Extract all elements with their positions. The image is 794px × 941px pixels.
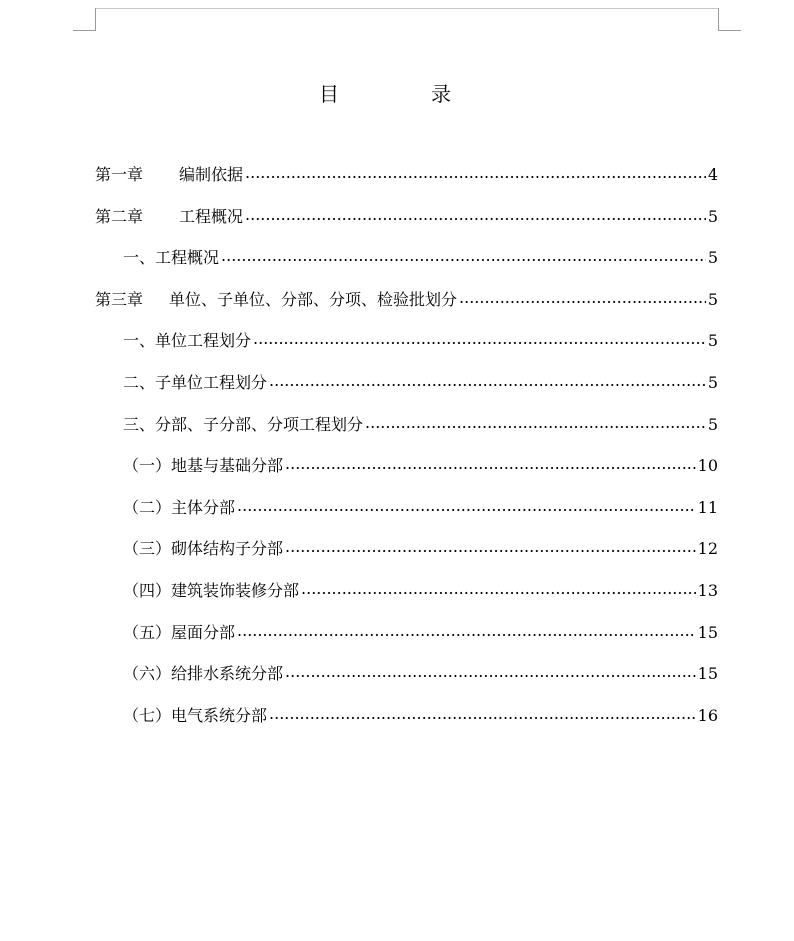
toc-leader-dots: [301, 580, 696, 596]
toc-entry-number: 第三章: [95, 289, 144, 309]
toc-leader-dots: [269, 705, 696, 721]
toc-entry-page: 11: [697, 497, 718, 517]
toc-entry-label: 编制依据: [179, 165, 244, 184]
toc-leader-dots: [269, 372, 706, 388]
toc-leader-dots: [237, 622, 696, 638]
toc-entry-section[interactable]: [95, 245, 718, 287]
toc-entry-subsection[interactable]: [95, 661, 718, 703]
toc-entry-number: 第一章: [95, 165, 144, 184]
toc-leader-dots: [285, 538, 696, 554]
toc-entry-label: （七）电气系统分部: [123, 705, 268, 725]
toc-leader-dots: [459, 289, 706, 305]
toc-leader-dots: [245, 164, 706, 180]
toc-entry-page: 5: [707, 289, 718, 309]
toc-entry-page: 5: [707, 372, 718, 392]
toc-entry-page: 5: [707, 414, 718, 434]
margin-corner-mark-right: [718, 8, 741, 31]
toc-title: 目 录: [319, 82, 487, 106]
toc-entry-page: 5: [707, 206, 718, 226]
toc-entry-section[interactable]: [95, 370, 718, 412]
toc-entry-label: 单位、子单位、分部、分项、检验批划分: [169, 289, 458, 309]
toc-entry-label: （三）砌体结构子分部: [123, 539, 284, 559]
toc-entry-label: 一、单位工程划分: [123, 331, 252, 351]
toc-entry-label: 工程概况: [179, 206, 244, 226]
header-rule: [95, 8, 718, 9]
toc-entry-label: （四）建筑装饰装修分部: [123, 580, 300, 600]
toc-entry-subsection[interactable]: [95, 453, 718, 495]
toc-entry-page: 12: [697, 539, 718, 559]
margin-corner-mark-left: [73, 8, 96, 31]
toc-leader-dots: [285, 455, 696, 471]
toc-entry-label: （二）主体分部: [123, 497, 236, 517]
toc-entry-label: 一、工程概况: [123, 248, 220, 268]
toc-entry-number: 第二章: [95, 206, 144, 226]
toc-entry-section[interactable]: [95, 412, 718, 454]
toc-entry-label: （六）给排水系统分部: [123, 664, 284, 684]
toc-entry-subsection[interactable]: [95, 495, 718, 537]
toc-entry-label: （一）地基与基础分部: [123, 456, 284, 476]
toc-leader-dots: [285, 663, 696, 679]
toc-entry-subsection[interactable]: [95, 620, 718, 662]
toc-entry-page: 16: [697, 705, 718, 725]
toc-entry-subsection[interactable]: [95, 536, 718, 578]
toc-leader-dots: [365, 414, 706, 430]
toc-entry-chapter-1[interactable]: [95, 162, 718, 204]
toc-entry-page: 5: [707, 331, 718, 351]
toc-entry-page: 15: [697, 664, 718, 684]
table-of-contents: [95, 162, 718, 744]
toc-leader-dots: [253, 330, 706, 346]
toc-entry-page: 4: [707, 165, 718, 184]
toc-entry-subsection[interactable]: [95, 578, 718, 620]
toc-leader-dots: [237, 497, 696, 513]
toc-entry-section[interactable]: [95, 328, 718, 370]
toc-entry-subsection[interactable]: [95, 703, 718, 745]
toc-entry-page: 5: [707, 248, 718, 268]
toc-entry-chapter-3[interactable]: [95, 287, 718, 329]
toc-entry-page: 15: [697, 622, 718, 642]
toc-entry-label: 三、分部、子分部、分项工程划分: [123, 414, 364, 434]
toc-entry-page: 13: [697, 580, 718, 600]
toc-entry-label: （五）屋面分部: [123, 622, 236, 642]
toc-leader-dots: [245, 206, 706, 222]
toc-entry-chapter-2[interactable]: [95, 204, 718, 246]
toc-leader-dots: [221, 247, 706, 263]
toc-entry-page: 10: [697, 456, 718, 476]
toc-entry-label: 二、子单位工程划分: [123, 372, 268, 392]
